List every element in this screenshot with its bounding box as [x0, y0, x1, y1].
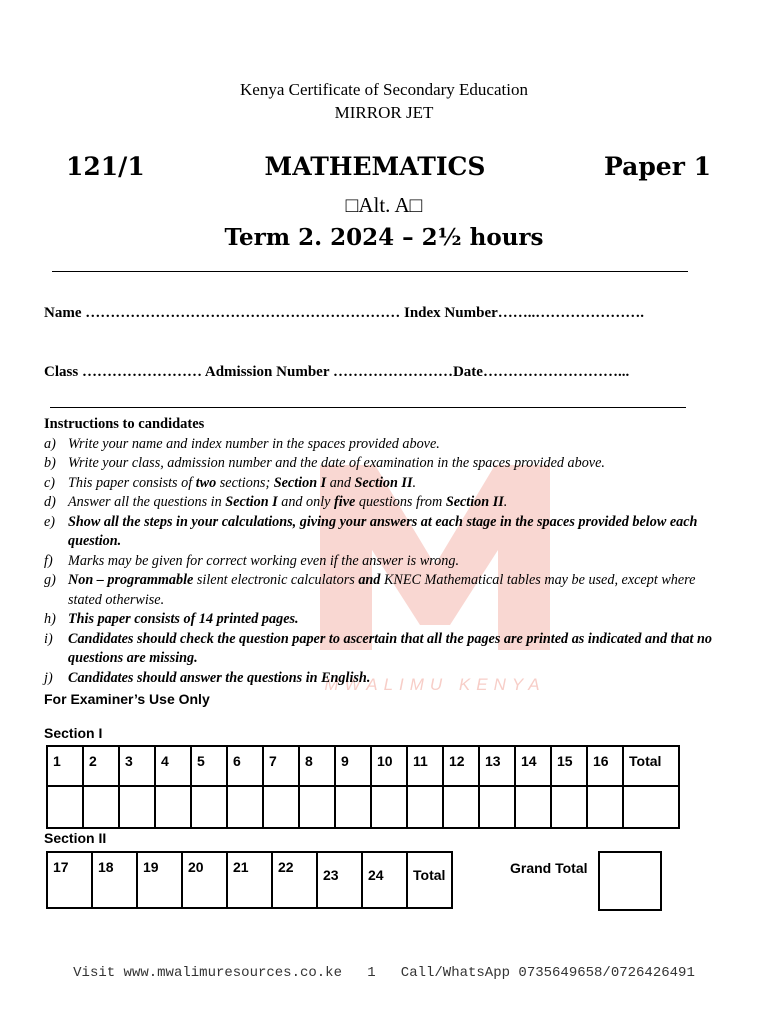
section1-col-header	[371, 746, 407, 786]
instruction-text: This paper consists of two sections; Section I and Section II.	[68, 474, 417, 491]
version-label: □Alt. A□	[345, 193, 423, 217]
section1-col-header	[47, 746, 83, 786]
section1-col-label: 16	[593, 753, 609, 769]
section1-col-label: 14	[521, 753, 537, 769]
instruction-text: Marks may be given for correct working even if the answer is wrong.	[68, 552, 460, 569]
term-duration: Term 2. 2024 – 2½ hours	[224, 224, 544, 251]
section1-col-label: 12	[449, 753, 465, 769]
section2-col-label: 22	[278, 859, 294, 875]
section2-col-label: 19	[143, 859, 159, 875]
section1-col-label: 3	[125, 753, 133, 769]
instruction-label: d)	[44, 494, 56, 510]
instruction-label: g)	[44, 572, 56, 588]
section2-cell[interactable]	[317, 852, 362, 908]
index-number-field[interactable]: ……..………………….	[497, 305, 645, 321]
section1-score-cell[interactable]	[47, 786, 83, 828]
section1-marks-table	[46, 745, 680, 829]
section1-score-cell[interactable]	[155, 786, 191, 828]
instruction-text: This paper consists of 14 printed pages.	[68, 611, 299, 627]
instruction-item	[44, 571, 724, 610]
section2-col-label: 21	[233, 859, 249, 875]
section1-col-label: 5	[197, 753, 205, 769]
page-footer: Visit www.mwalimuresources.co.ke 1 Call/WhatsApp 0735649658/0726426491	[73, 965, 695, 981]
section1-col-header	[623, 746, 679, 786]
header-divider	[52, 271, 688, 272]
section1-score-row	[47, 786, 679, 828]
instruction-label: e)	[44, 513, 56, 530]
instruction-label: h)	[44, 611, 56, 627]
section1-score-cell[interactable]	[119, 786, 155, 828]
section1-col-label: 13	[485, 753, 501, 769]
instruction-label: j)	[44, 669, 53, 686]
section1-score-cell[interactable]	[515, 786, 551, 828]
section1-col-label: 1	[53, 753, 61, 769]
subject-code: 121/1	[66, 152, 145, 181]
section2-cell[interactable]	[272, 852, 317, 908]
section2-cell[interactable]	[407, 852, 452, 908]
section1-score-cell[interactable]	[83, 786, 119, 828]
section1-col-header	[299, 746, 335, 786]
instruction-text: Candidates should check the question paper to ascertain that all the pages are printed as indicated and that no questions are missing.	[68, 630, 713, 666]
subject-title: MATHEMATICS	[264, 152, 486, 181]
instruction-text: Answer all the questions in Section I and only five questions from Section II.	[68, 494, 508, 510]
section1-score-cell[interactable]	[263, 786, 299, 828]
section1-score-cell[interactable]	[623, 786, 679, 828]
section2-cell[interactable]	[182, 852, 227, 908]
name-field[interactable]: ………………………………………………………	[85, 305, 401, 321]
section1-score-cell[interactable]	[371, 786, 407, 828]
section1-col-header	[191, 746, 227, 786]
section1-col-header	[479, 746, 515, 786]
instruction-label: f)	[44, 552, 53, 569]
instruction-text: Candidates should answer the questions in English.	[68, 669, 371, 686]
instruction-item	[44, 435, 724, 455]
section2-row	[47, 852, 452, 908]
instruction-label: c)	[44, 474, 56, 491]
section2-label: Section II	[44, 830, 107, 846]
admission-number-label: Admission Number	[204, 364, 330, 380]
instruction-item	[44, 669, 724, 689]
instruction-item	[44, 630, 724, 669]
section2-cell[interactable]	[362, 852, 407, 908]
section2-marks-table	[46, 851, 453, 909]
section2-col-label: 18	[98, 859, 114, 875]
section1-label: Section I	[44, 725, 103, 741]
instruction-text: Write your class, admission number and the date of examination in the spaces provided above.	[68, 455, 605, 471]
section2-col-label: 24	[368, 867, 384, 883]
section1-col-header	[119, 746, 155, 786]
date-field[interactable]: ………………………...	[482, 364, 630, 380]
instruction-text: Show all the steps in your calculations, giving your answers at each stage in the spaces provided below each question.	[68, 513, 698, 549]
section1-score-cell[interactable]	[587, 786, 623, 828]
instructions-heading: Instructions to candidates	[44, 416, 205, 432]
section1-col-label: 15	[557, 753, 573, 769]
section1-score-cell[interactable]	[551, 786, 587, 828]
instruction-label: b)	[44, 455, 56, 471]
class-field[interactable]: ……………………	[81, 364, 202, 380]
section2-col-label: 17	[53, 859, 69, 875]
section1-col-header	[443, 746, 479, 786]
instructions-list	[44, 435, 724, 689]
class-admission-date-row	[44, 364, 629, 381]
date-label: Date	[452, 364, 483, 380]
paper-number: Paper 1	[604, 152, 711, 181]
section1-col-label: Total	[629, 753, 662, 769]
section2-cell[interactable]	[92, 852, 137, 908]
section1-col-label: 11	[413, 753, 428, 769]
instruction-item	[44, 610, 724, 630]
exam-series: MIRROR JET	[334, 103, 434, 122]
section1-col-label: 8	[305, 753, 313, 769]
section1-col-label: 9	[341, 753, 349, 769]
section2-cell[interactable]	[47, 852, 92, 908]
section1-col-label: 10	[377, 753, 393, 769]
instruction-text: Non – programmable silent electronic calculators and KNEC Mathematical tables may be used, except where stated otherwise.	[68, 572, 696, 608]
instruction-item	[44, 474, 724, 494]
instruction-label: i)	[44, 630, 53, 647]
name-index-row	[44, 305, 644, 322]
section2-cell[interactable]	[137, 852, 182, 908]
instruction-item	[44, 454, 724, 474]
fields-divider	[50, 407, 686, 408]
section1-col-header	[155, 746, 191, 786]
instruction-item	[44, 552, 724, 572]
section1-score-cell[interactable]	[479, 786, 515, 828]
examiner-heading: For Examiner’s Use Only	[44, 691, 210, 707]
section2-cell[interactable]	[227, 852, 272, 908]
exam-body: Kenya Certificate of Secondary Education	[240, 80, 528, 99]
instruction-item	[44, 513, 724, 552]
name-label: Name	[44, 305, 82, 321]
section1-score-cell[interactable]	[299, 786, 335, 828]
section1-col-header	[587, 746, 623, 786]
section1-col-header	[83, 746, 119, 786]
section1-score-cell[interactable]	[407, 786, 443, 828]
section1-col-header	[407, 746, 443, 786]
section1-score-cell[interactable]	[191, 786, 227, 828]
section1-col-label: 7	[269, 753, 277, 769]
section2-col-label: 23	[323, 867, 339, 883]
section2-col-label: 20	[188, 859, 204, 875]
section1-col-header	[335, 746, 371, 786]
instruction-label: a)	[44, 435, 56, 452]
instructions-block	[44, 415, 724, 688]
section1-score-cell[interactable]	[227, 786, 263, 828]
section2-col-label: Total	[413, 867, 446, 883]
section1-col-header	[551, 746, 587, 786]
section1-score-cell[interactable]	[443, 786, 479, 828]
instruction-text: Write your name and index number in the spaces provided above.	[68, 435, 440, 452]
section1-score-cell[interactable]	[335, 786, 371, 828]
section1-col-header	[227, 746, 263, 786]
index-number-label: Index Number	[404, 305, 498, 321]
section1-col-header	[515, 746, 551, 786]
section1-col-label: 2	[89, 753, 97, 769]
grand-total-label: Grand Total	[510, 860, 588, 876]
grand-total-box[interactable]	[598, 851, 662, 911]
admission-number-field[interactable]: ……………………	[332, 364, 453, 380]
watermark-text: MWALIMU KENYA	[324, 675, 546, 694]
class-label: Class	[44, 364, 79, 380]
section1-col-header	[263, 746, 299, 786]
section1-header-row	[47, 746, 679, 786]
section1-col-label: 6	[233, 753, 241, 769]
instruction-item	[44, 493, 724, 513]
section1-col-label: 4	[161, 753, 169, 769]
